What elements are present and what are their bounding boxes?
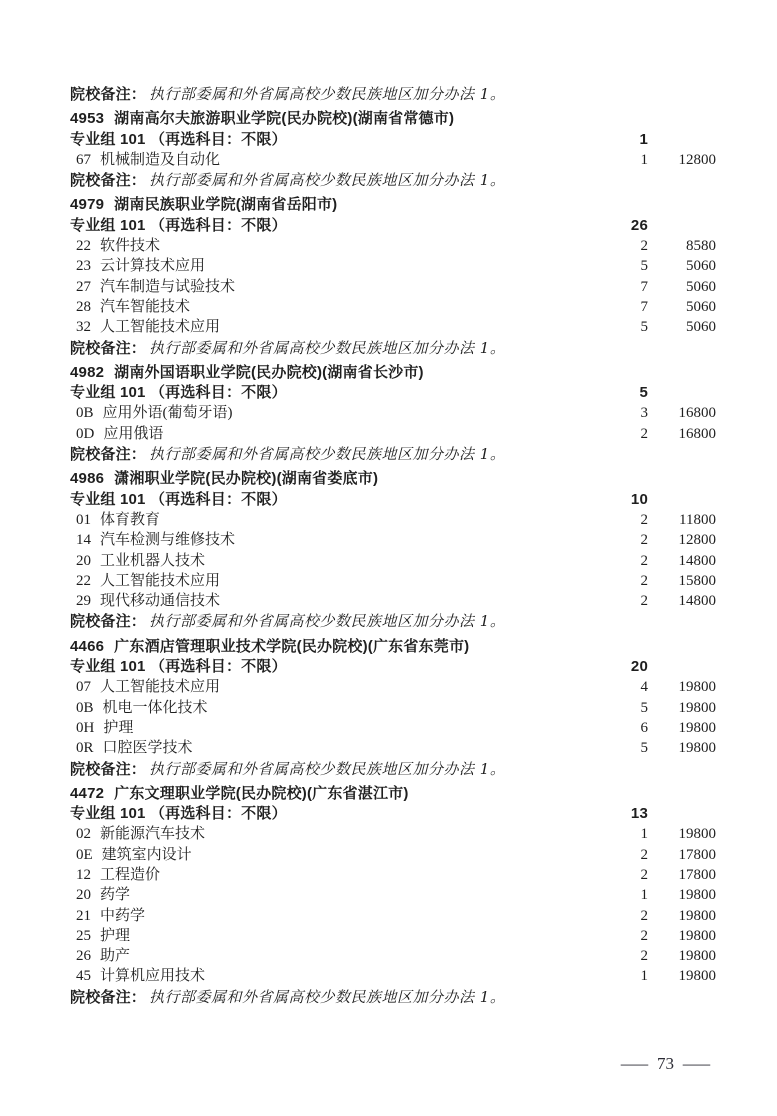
major-title: 护理: [100, 927, 131, 944]
school-header: [70, 195, 716, 215]
school-code: 4466: [70, 637, 105, 655]
major-plan-count: 2: [640, 927, 648, 944]
major-title: 现代移动通信技术: [100, 593, 221, 610]
school-code: 4982: [70, 363, 105, 381]
major-title: 建筑室内设计: [101, 846, 192, 863]
major-title: 护理: [103, 719, 134, 736]
major-title: 机电一体化技术: [102, 699, 208, 716]
major-group-row: [70, 804, 716, 824]
major-row: [70, 256, 716, 276]
schools-list: [70, 109, 716, 1008]
major-code: 0B: [76, 405, 94, 422]
major-code: 45: [76, 968, 91, 985]
major-tuition-fee: 19800: [678, 968, 716, 985]
major-group-row: [70, 657, 716, 677]
major-code: 12: [76, 866, 91, 883]
major-plan-count: 4: [640, 679, 648, 696]
school-remark: [70, 987, 716, 1008]
remark-label: 院校备注：: [70, 988, 147, 1006]
school-header: [70, 469, 716, 489]
major-name-cell: [70, 966, 598, 986]
major-name-cell: [70, 738, 598, 758]
school-name: 广东文理职业学院(民办院校)(广东省湛江市): [114, 784, 409, 802]
major-row: [70, 738, 716, 758]
major-tuition-fee: 15800: [678, 572, 716, 589]
major-row: [70, 510, 716, 530]
major-title: 工程造价: [100, 866, 161, 883]
major-group-label: 专业组 101 （再选科目：不限）: [70, 216, 287, 234]
major-title: 机械制造及自动化: [100, 151, 221, 168]
major-code: 23: [76, 258, 91, 275]
major-title: 软件技术: [100, 238, 161, 255]
school-header: [70, 109, 716, 129]
major-name-cell: [70, 530, 598, 550]
major-code: 0D: [76, 425, 95, 442]
major-name-cell: [70, 946, 598, 966]
major-title: 汽车检测与维修技术: [100, 532, 236, 549]
major-row: [70, 906, 716, 926]
school-section: [70, 469, 716, 632]
major-plan-count: 6: [640, 719, 648, 736]
major-tuition-fee: 11800: [679, 511, 716, 528]
major-code: 32: [76, 319, 91, 336]
major-code: 0B: [76, 699, 94, 716]
major-tuition-fee: 5060: [686, 319, 716, 336]
major-row: [70, 551, 716, 571]
major-group-row: [70, 383, 716, 403]
major-tuition-fee: 19800: [678, 679, 716, 696]
major-tuition-fee: 19800: [678, 699, 716, 716]
major-title: 工业机器人技术: [100, 552, 206, 569]
school-code: 4472: [70, 784, 105, 802]
remark-label: 院校备注：: [70, 86, 147, 103]
page-footer: [620, 1054, 711, 1074]
school-remark: [70, 611, 716, 632]
remark-text: 执行部委属和外省属高校少数民族地区加分办法 1。: [149, 759, 506, 778]
group-total-plan: 13: [630, 805, 648, 823]
major-tuition-fee: 14800: [678, 552, 716, 569]
group-total-plan: 26: [630, 216, 648, 234]
major-name-cell: [70, 236, 598, 256]
remark-text: 执行部委属和外省属高校少数民族地区加分办法 1。: [149, 445, 506, 464]
school-remark: [70, 759, 716, 780]
school-name: 广东酒店管理职业技术学院(民办院校)(广东省东莞市): [114, 637, 470, 655]
major-name-cell: [70, 403, 598, 423]
major-title: 体育教育: [100, 511, 161, 528]
major-title: 人工智能技术应用: [100, 572, 221, 589]
major-plan-count: 5: [640, 740, 648, 757]
remark-label: 院校备注：: [70, 760, 147, 778]
remark-label: 院校备注：: [70, 339, 147, 357]
major-tuition-fee: 19800: [678, 826, 716, 843]
major-plan-count: 2: [640, 846, 648, 863]
school-name: 湖南外国语职业学院(民办院校)(湖南省长沙市): [114, 363, 424, 381]
remark-label: 院校备注：: [70, 613, 147, 631]
major-title: 汽车智能技术: [100, 298, 191, 315]
major-plan-count: 5: [640, 699, 648, 716]
major-tuition-fee: 16800: [678, 405, 716, 422]
page-content: [70, 84, 716, 1008]
major-row: [70, 824, 716, 844]
major-name-cell: [70, 317, 598, 337]
group-total-plan: 1: [639, 130, 648, 148]
school-section: [70, 363, 716, 465]
major-plan-count: 1: [640, 826, 648, 843]
major-code: 20: [76, 887, 91, 904]
major-tuition-fee: 5060: [686, 278, 716, 295]
major-plan-count: 3: [640, 405, 648, 422]
major-plan-count: 2: [640, 948, 648, 965]
remark-text: 执行部委属和外省属高校少数民族地区加分办法 1。: [149, 338, 506, 357]
major-name-cell: [70, 698, 598, 718]
major-plan-count: 1: [640, 151, 648, 168]
major-tuition-fee: 12800: [678, 532, 716, 549]
remark-text: 执行部委属和外省属高校少数民族地区加分办法 1。: [149, 987, 506, 1006]
major-row: [70, 591, 716, 611]
major-row: [70, 885, 716, 905]
major-code: 27: [76, 278, 91, 295]
school-code: 4979: [70, 196, 105, 214]
major-code: 02: [76, 826, 91, 843]
school-code: 4986: [70, 470, 105, 488]
major-code: 29: [76, 593, 91, 610]
major-title: 药学: [100, 887, 131, 904]
major-group-label: 专业组 101 （再选科目：不限）: [70, 805, 287, 823]
major-row: [70, 236, 716, 256]
major-row: [70, 718, 716, 738]
major-tuition-fee: 5060: [686, 258, 716, 275]
group-total-plan: 5: [639, 384, 648, 402]
major-name-cell: [70, 865, 598, 885]
major-plan-count: 7: [640, 278, 648, 295]
major-code: 14: [76, 532, 91, 549]
footer-left-dash: —: [620, 1054, 649, 1073]
major-tuition-fee: 17800: [678, 846, 716, 863]
group-total-plan: 20: [630, 658, 648, 676]
major-group-row: [70, 130, 716, 150]
school-section: [70, 195, 716, 358]
school-section: [70, 109, 716, 191]
major-title: 云计算技术应用: [100, 258, 206, 275]
school-header: [70, 637, 716, 657]
major-code: 22: [76, 572, 91, 589]
remark-text: 执行部委属和外省属高校少数民族地区加分办法 1。: [149, 85, 506, 103]
major-group-label: 专业组 101 （再选科目：不限）: [70, 384, 287, 402]
remark-text: 执行部委属和外省属高校少数民族地区加分办法 1。: [149, 171, 506, 190]
major-code: 25: [76, 927, 91, 944]
major-name-cell: [70, 571, 598, 591]
major-plan-count: 5: [640, 319, 648, 336]
school-header: [70, 363, 716, 383]
major-row: [70, 317, 716, 337]
major-code: 0R: [76, 740, 94, 757]
major-plan-count: 2: [640, 593, 648, 610]
major-row: [70, 277, 716, 297]
major-title: 助产: [100, 948, 131, 965]
major-tuition-fee: 19800: [678, 907, 716, 924]
major-plan-count: 2: [640, 552, 648, 569]
major-tuition-fee: 19800: [678, 887, 716, 904]
major-title: 应用外语(葡萄牙语): [102, 405, 233, 422]
major-title: 汽车制造与试验技术: [100, 278, 236, 295]
major-code: 07: [76, 679, 91, 696]
school-name: 湖南民族职业学院(湖南省岳阳市): [114, 196, 338, 214]
major-row: [70, 424, 716, 444]
major-code: 67: [76, 151, 91, 168]
major-group-label: 专业组 101 （再选科目：不限）: [70, 130, 287, 148]
school-remark: [70, 338, 716, 359]
major-row: [70, 571, 716, 591]
footer-right-dash: —: [682, 1054, 711, 1073]
major-tuition-fee: 8580: [686, 238, 716, 255]
major-plan-count: 2: [640, 532, 648, 549]
major-row: [70, 845, 716, 865]
major-name-cell: [70, 277, 598, 297]
major-title: 口腔医学技术: [102, 740, 193, 757]
page-number: 73: [657, 1054, 674, 1073]
major-plan-count: 1: [640, 887, 648, 904]
school-name: 潇湘职业学院(民办院校)(湖南省娄底市): [114, 470, 379, 488]
major-tuition-fee: 5060: [686, 298, 716, 315]
major-name-cell: [70, 824, 598, 844]
major-row: [70, 865, 716, 885]
major-code: 0E: [76, 846, 93, 863]
major-plan-count: 2: [640, 511, 648, 528]
major-name-cell: [70, 718, 598, 738]
major-name-cell: [70, 150, 598, 170]
school-remark: [70, 170, 716, 191]
major-name-cell: [70, 256, 598, 276]
major-row: [70, 150, 716, 170]
remark-label: 院校备注：: [70, 172, 147, 190]
major-title: 人工智能技术应用: [100, 679, 221, 696]
major-row: [70, 297, 716, 317]
major-row: [70, 966, 716, 986]
major-row: [70, 698, 716, 718]
major-code: 22: [76, 238, 91, 255]
major-title: 人工智能技术应用: [100, 319, 221, 336]
major-plan-count: 2: [640, 425, 648, 442]
major-name-cell: [70, 677, 598, 697]
major-plan-count: 2: [640, 572, 648, 589]
major-group-label: 专业组 101 （再选科目：不限）: [70, 658, 287, 676]
school-header: [70, 784, 716, 804]
remark-label: 院校备注：: [70, 446, 147, 464]
major-row: [70, 403, 716, 423]
major-code: 20: [76, 552, 91, 569]
school-section: [70, 784, 716, 1008]
major-group-row: [70, 490, 716, 510]
major-name-cell: [70, 424, 598, 444]
major-plan-count: 2: [640, 238, 648, 255]
major-group-label: 专业组 101 （再选科目：不限）: [70, 490, 287, 508]
major-tuition-fee: 14800: [678, 593, 716, 610]
major-group-row: [70, 216, 716, 236]
major-row: [70, 946, 716, 966]
major-title: 应用俄语: [103, 425, 164, 442]
remark-text: 执行部委属和外省属高校少数民族地区加分办法 1。: [149, 612, 506, 631]
school-section: [70, 637, 716, 780]
major-plan-count: 7: [640, 298, 648, 315]
major-row: [70, 677, 716, 697]
major-code: 01: [76, 511, 91, 528]
major-name-cell: [70, 297, 598, 317]
major-plan-count: 2: [640, 866, 648, 883]
major-title: 新能源汽车技术: [100, 826, 206, 843]
school-name: 湖南高尔夫旅游职业学院(民办院校)(湖南省常德市): [114, 110, 455, 128]
major-name-cell: [70, 885, 598, 905]
major-title: 计算机应用技术: [100, 968, 206, 985]
major-name-cell: [70, 845, 598, 865]
major-name-cell: [70, 906, 598, 926]
major-plan-count: 5: [640, 258, 648, 275]
major-code: 28: [76, 298, 91, 315]
top-school-remark: [70, 84, 716, 105]
school-remark: [70, 444, 716, 465]
major-row: [70, 926, 716, 946]
major-plan-count: 1: [640, 968, 648, 985]
major-tuition-fee: 19800: [678, 740, 716, 757]
major-tuition-fee: 12800: [678, 151, 716, 168]
school-code: 4953: [70, 110, 105, 128]
group-total-plan: 10: [630, 490, 648, 508]
major-name-cell: [70, 551, 598, 571]
major-code: 0H: [76, 719, 95, 736]
major-tuition-fee: 17800: [678, 866, 716, 883]
major-plan-count: 2: [640, 907, 648, 924]
major-row: [70, 530, 716, 550]
major-code: 21: [76, 907, 91, 924]
major-tuition-fee: 19800: [678, 948, 716, 965]
major-tuition-fee: 19800: [678, 719, 716, 736]
major-code: 26: [76, 948, 91, 965]
major-name-cell: [70, 591, 598, 611]
major-name-cell: [70, 510, 598, 530]
major-tuition-fee: 16800: [678, 425, 716, 442]
major-title: 中药学: [100, 907, 146, 924]
major-tuition-fee: 19800: [678, 927, 716, 944]
major-name-cell: [70, 926, 598, 946]
